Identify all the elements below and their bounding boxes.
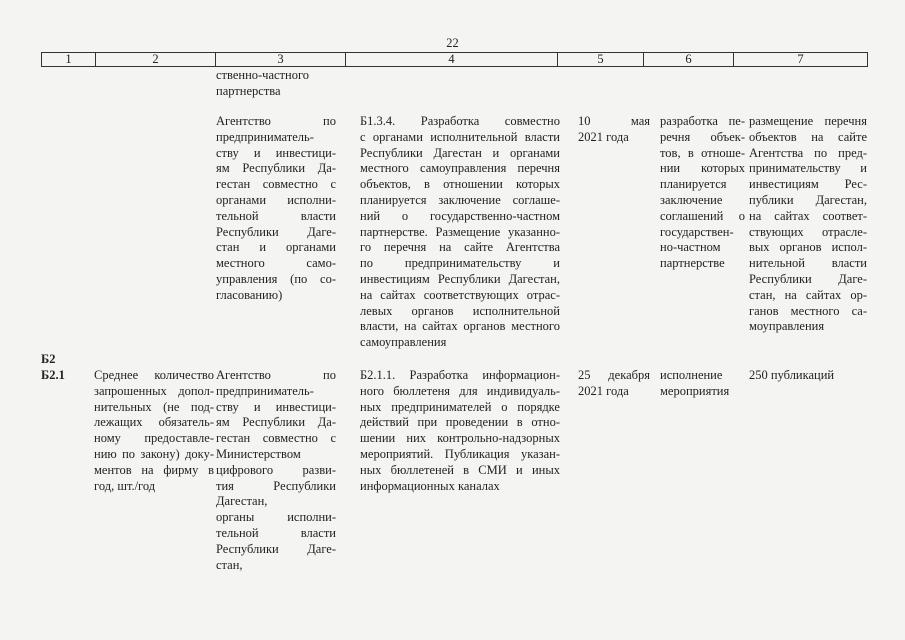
text-line: ственно-частного — [216, 68, 310, 82]
text-line: самоуправления — [360, 335, 447, 350]
text-line: Дагестан, — [216, 494, 268, 509]
text-line: Б1.3.4. Разработка совместно — [360, 114, 560, 128]
text-line: Агентство по — [216, 368, 336, 382]
text-line: разработка пе- — [660, 114, 745, 128]
text-line: органы исполни- — [216, 510, 336, 525]
text-line: Республики Дагестан и органами — [360, 145, 560, 160]
text-line: с органами исполнительной власти — [360, 129, 560, 144]
col-number-3: 3 — [216, 53, 346, 67]
text-line: инвестициям Республики Дагестан, — [360, 271, 560, 286]
text-line: 10 мая — [578, 114, 650, 128]
row2-number: Б2.1 — [41, 368, 65, 382]
col-number-7: 7 — [734, 53, 868, 67]
row2-responsible — [216, 368, 336, 573]
text-line: Среднее количество — [94, 368, 214, 382]
text-line: 2021 года — [578, 129, 629, 144]
text-line: инвестициям Рес- — [749, 177, 867, 192]
text-line: Республики Даге- — [216, 224, 336, 239]
text-line: ству и инвестици- — [216, 399, 336, 414]
text-line: объектов, в отношении которых — [360, 177, 560, 192]
text-line: тельной власти — [216, 208, 336, 223]
text-line: на сайтах соответ- — [749, 208, 867, 223]
text-line: моуправления — [749, 319, 825, 334]
text-line: исполнение — [660, 368, 723, 382]
text-line: Республики Даге- — [216, 541, 336, 556]
text-line: лежащих обязатель- — [94, 415, 214, 430]
text-line: ству и инвестици- — [216, 145, 336, 160]
text-line: на сайтах соответствующих отрас- — [360, 287, 560, 302]
text-line: публики Дагестан, — [749, 192, 867, 207]
col-number-2: 2 — [96, 53, 216, 67]
text-line: ствующих отрасле- — [749, 224, 867, 239]
text-line: шении них контрольно-надзорных — [360, 431, 560, 446]
text-line: предприниматель- — [216, 383, 314, 398]
text-line: 250 публикаций — [749, 368, 835, 382]
text-line: ному предоставле- — [94, 431, 214, 446]
text-line: стан и органами — [216, 240, 336, 255]
text-line: запрошенных допол- — [94, 383, 214, 398]
text-line: тов, в отноше- — [660, 145, 745, 160]
text-line: ного бюллетеня для индивидуаль- — [360, 383, 560, 398]
text-line: 2021 года — [578, 383, 629, 398]
page-number: 22 — [446, 36, 459, 50]
row1-indicator — [749, 114, 867, 335]
text-line: партнерстве — [660, 256, 725, 271]
text-line: Агентства по пред- — [749, 145, 867, 160]
text-line: нительных (не под- — [94, 399, 214, 414]
text-line: цифрового разви- — [216, 462, 336, 477]
text-line: информационных каналах — [360, 478, 500, 493]
text-line: партнерства — [216, 83, 281, 98]
row2-result — [660, 368, 745, 400]
row1-measure — [360, 114, 560, 351]
text-line: управления (по со- — [216, 271, 336, 286]
text-line: мероприятия — [660, 383, 730, 398]
text-line: ментов на фирму в — [94, 462, 214, 477]
text-line: гестан совместно с — [216, 431, 336, 446]
text-line: гестан совместно с — [216, 177, 336, 192]
text-line: но-частном — [660, 240, 721, 255]
col-number-5: 5 — [558, 53, 644, 67]
text-line: Министерством — [216, 446, 301, 461]
text-line: партнерстве. Размещение указанно- — [360, 224, 560, 239]
text-line: тельной власти — [216, 525, 336, 540]
text-line: планируется заключение соглаше- — [360, 192, 560, 207]
row2-target — [749, 368, 867, 384]
text-line: вых органов испол- — [749, 240, 867, 255]
row2-indicator-name — [94, 368, 214, 494]
text-line: го перечня на сайте Агентства — [360, 240, 560, 255]
text-line: ных бюллетеней в СМИ и иных — [360, 462, 560, 477]
text-line: нии которых — [660, 161, 745, 176]
text-line: соглашений о — [660, 208, 745, 223]
text-line: по предпринимательству и — [360, 256, 560, 271]
text-line: органами исполни- — [216, 192, 336, 207]
row2-measure — [360, 368, 560, 494]
row1-col3-continuation — [216, 68, 336, 100]
text-line: действий при проведении в отно- — [360, 415, 560, 430]
text-line: нию по закону) доку- — [94, 446, 214, 461]
text-line: размещение перечня — [749, 114, 867, 128]
col-number-4: 4 — [346, 53, 558, 67]
text-line: объектов на сайте — [749, 129, 867, 144]
text-line: гласованию) — [216, 287, 283, 302]
row2-deadline — [578, 368, 650, 400]
text-line: мероприятий. Публикация указан- — [360, 446, 560, 461]
text-line: ных предпринимателей о порядке — [360, 399, 560, 414]
text-line: нительной власти — [749, 256, 867, 271]
text-line: принимательству и — [749, 161, 867, 176]
text-line: власти, на сайтах органов местного — [360, 319, 560, 334]
text-line: ям Республики Да- — [216, 161, 336, 176]
row1-responsible — [216, 114, 336, 304]
text-line: местного само- — [216, 256, 336, 271]
text-line: планируется — [660, 177, 727, 192]
text-line: Б2.1.1. Разработка информацион- — [360, 368, 560, 382]
text-line: стан, на сайтах ор- — [749, 287, 867, 302]
col-number-6: 6 — [644, 53, 734, 67]
text-line: речня объек- — [660, 129, 745, 144]
section-label: Б2 — [41, 352, 56, 366]
column-number-header — [41, 52, 868, 67]
text-line: предприниматель- — [216, 129, 314, 144]
text-line: год, шт./год — [94, 478, 156, 493]
text-line: 25 декабря — [578, 368, 650, 382]
text-line: ний о государственно-частном — [360, 208, 560, 223]
text-line: тия Республики — [216, 478, 336, 493]
text-line: ям Республики Да- — [216, 415, 336, 430]
text-line: местного самоуправления перечня — [360, 161, 560, 176]
row1-result — [660, 114, 745, 272]
text-line: левых органов исполнительной — [360, 303, 560, 318]
text-line: Республики Даге- — [749, 271, 867, 286]
text-line: стан, — [216, 557, 243, 572]
text-line: ганов местного са- — [749, 303, 867, 318]
text-line: государствен- — [660, 224, 734, 239]
row1-deadline — [578, 114, 650, 146]
col-number-1: 1 — [42, 53, 96, 67]
text-line: заключение — [660, 192, 723, 207]
text-line: Агентство по — [216, 114, 336, 128]
